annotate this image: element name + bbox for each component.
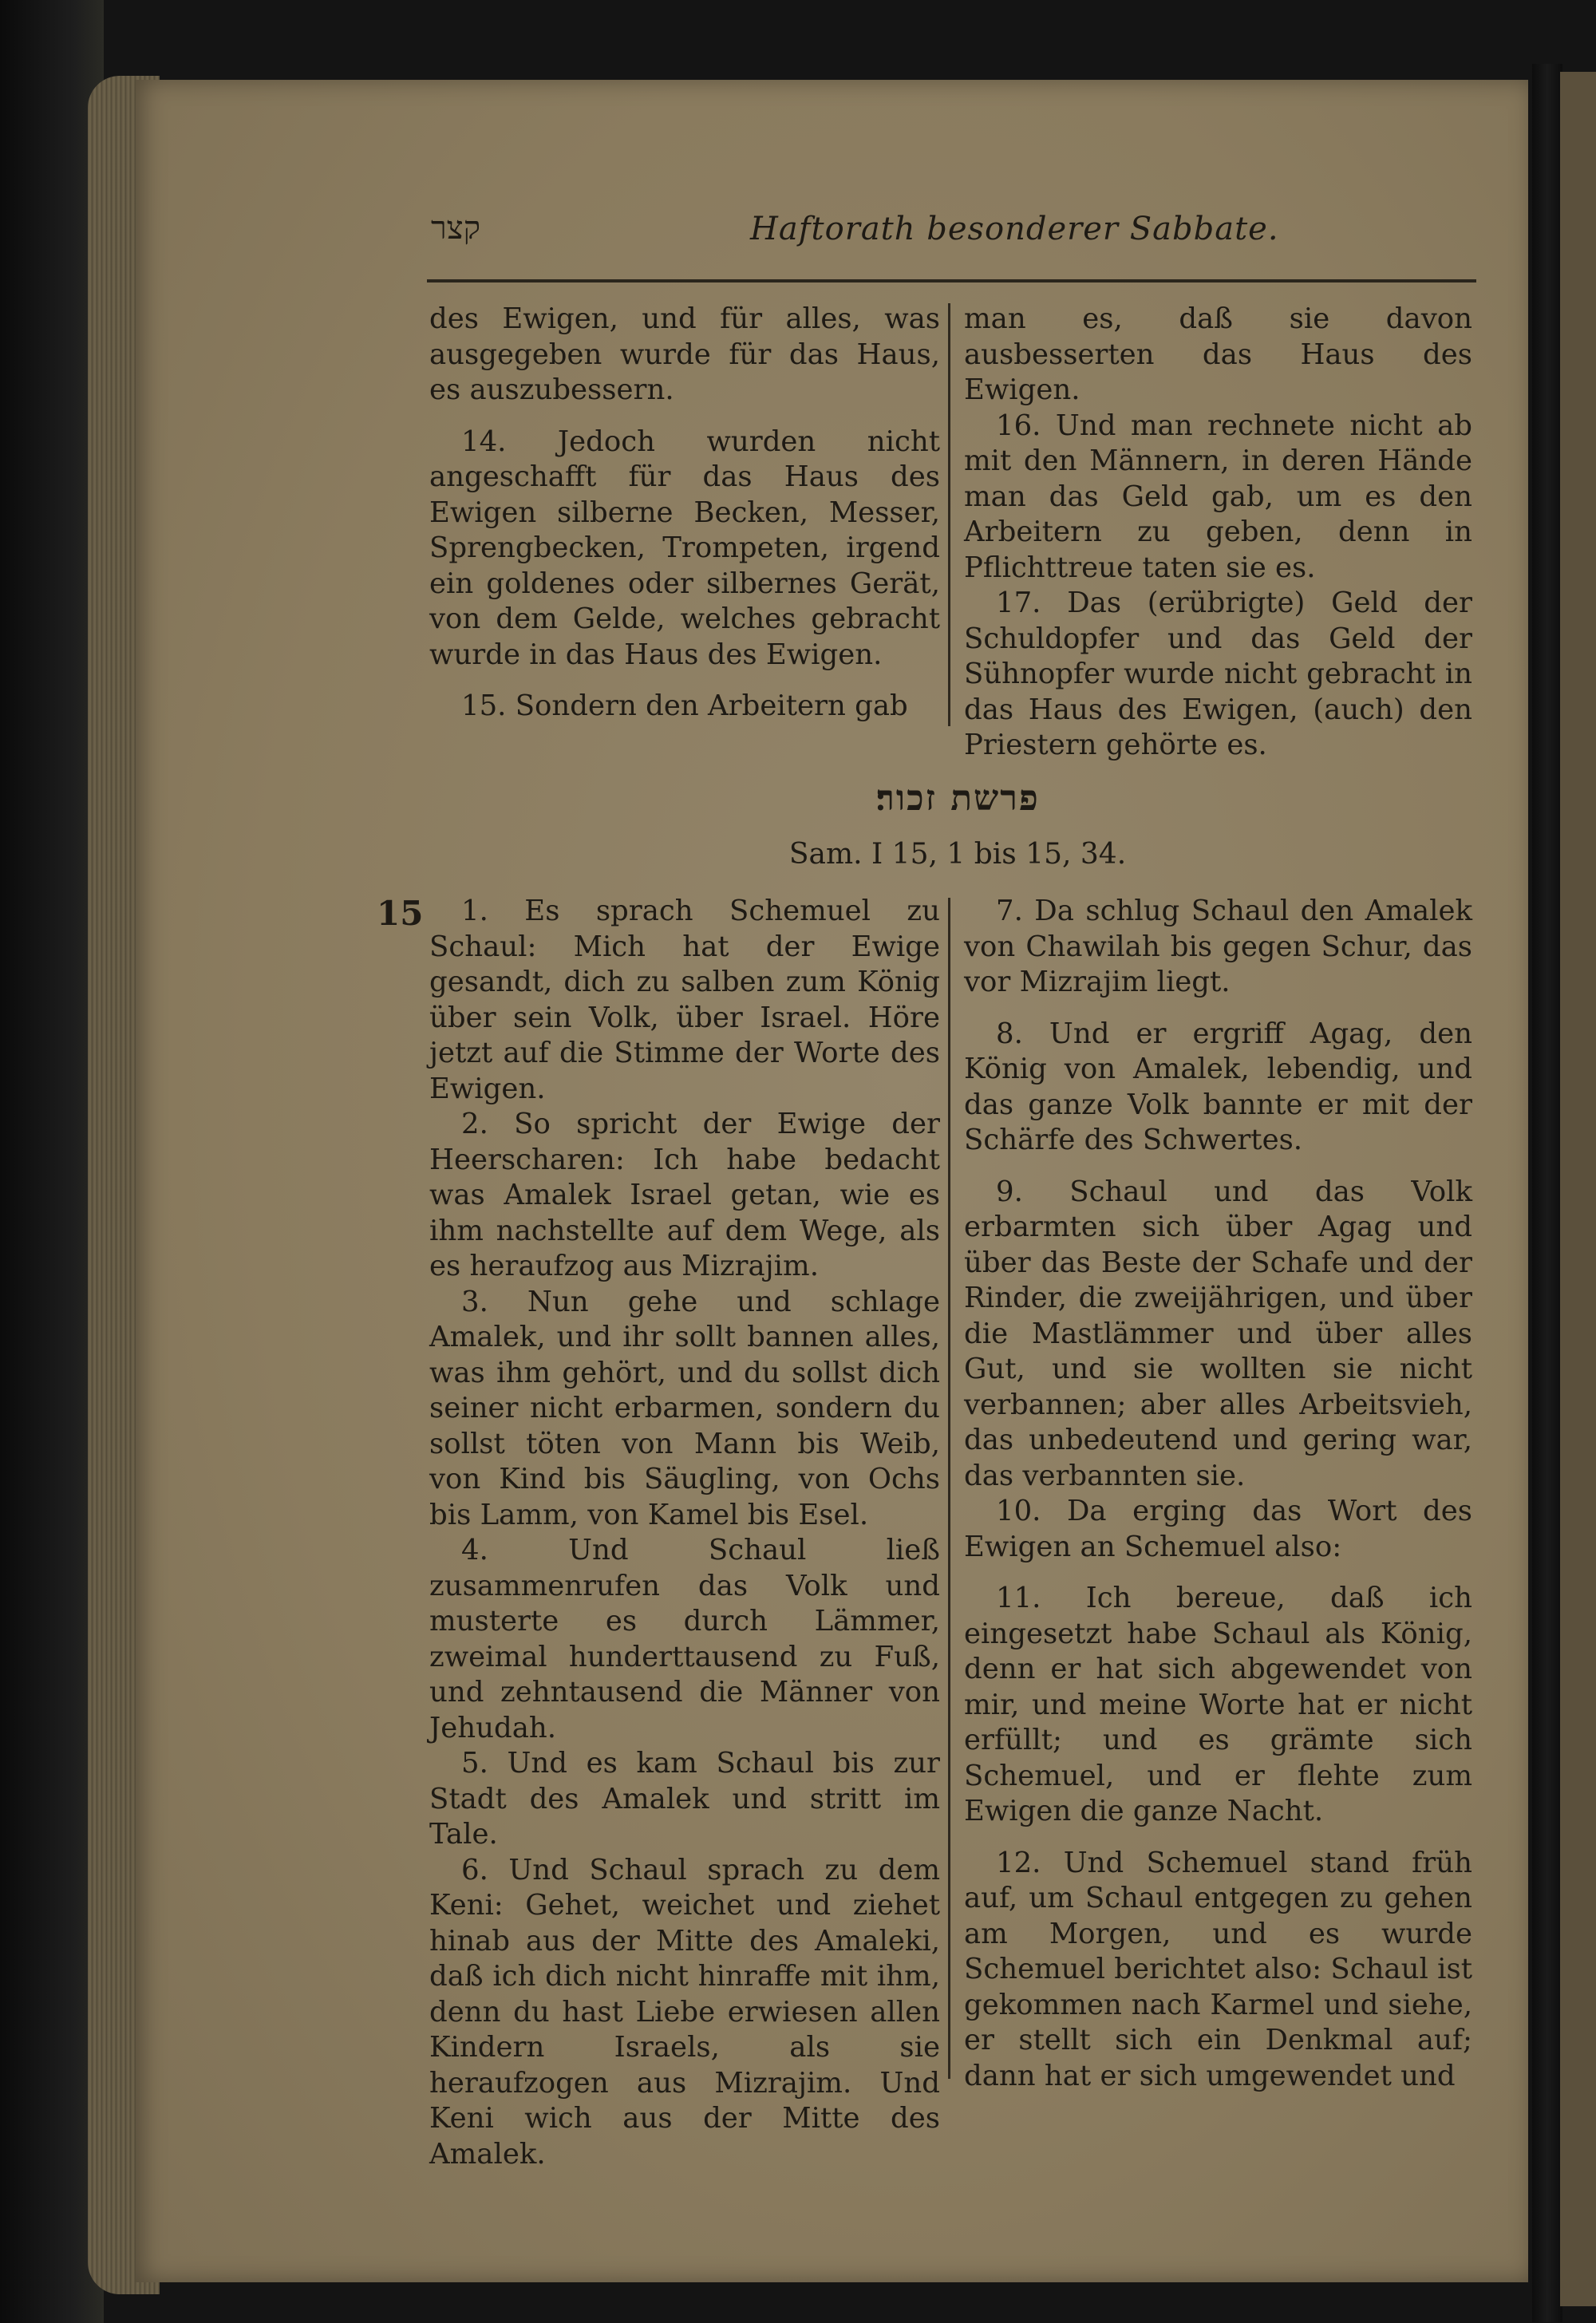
- verse-2: 2. So spricht der Ewige der Heerscharen: Ich habe bedacht was Amalek Israel getan, wie es ihm nachstellte auf dem Wege, als es heraufzog aus Mizrajim.: [429, 1108, 940, 1282]
- verse-10: 10. Da erging das Wort des Ewigen an Schemuel also:: [964, 1495, 1472, 1563]
- book-gutter: [1532, 64, 1562, 2322]
- chapter-number: 15: [377, 894, 424, 933]
- verse-5: 5. Und es kam Schaul bis zur Stadt des Amalek und stritt im Tale.: [429, 1747, 940, 1851]
- verse-14: 14. Jedoch wurden nicht angeschafft für das Haus des Ewigen silberne Becken, Messer, Sprengbecken, Trompeten, irgend ein goldenes oder silbernes Gerät, von dem Gelde, welches gebracht wurde in das Haus des Ewigen.: [429, 425, 940, 671]
- page-number: קצר: [431, 210, 481, 247]
- verse-4: 4. Und Schaul ließ zusammenrufen das Volk und musterte es durch Lämmer, zweimal hunderttausend zu Fuß, und zehntausend die Männer von Jehudah.: [429, 1534, 940, 1744]
- verse-1: 1. Es sprach Schemuel zu Schaul: Mich hat der Ewige gesandt, dich zu salben zum König über sein Volk, über Israel. Höre jetzt auf die Stimme der Worte des Ewigen.: [429, 895, 940, 1105]
- header-rule: [427, 279, 1476, 282]
- top-right-column: [964, 302, 1472, 764]
- verse-17: 17. Das (erübrigte) Geld der Schuldopfer und das Geld der Sühnopfer wurde nicht gebracht in das Haus des Ewigen, (auch) den Priestern gehörte es.: [964, 587, 1472, 761]
- verse-15-continuation: man es, daß sie davon ausbesserten das Haus des Ewigen.: [964, 302, 1472, 406]
- verse-8: 8. Und er ergriff Agag, den König von Amalek, lebendig, und das ganze Volk bannte er mit der Schärfe des Schwertes.: [964, 1017, 1472, 1156]
- verse-16: 16. Und man rechnete nicht ab mit den Männern, in deren Hände man das Geld gab, um es den Arbeitern zu geben, denn in Pflichttreue taten sie es.: [964, 409, 1472, 584]
- bottom-right-column: [964, 894, 1472, 2094]
- verse-7: 7. Da schlug Schaul den Amalek von Chawilah bis gegen Schur, das vor Mizrajim liegt.: [964, 895, 1472, 998]
- verse-3: 3. Nun gehe und schlage Amalek, und ihr sollt bannen alles, was ihm gehört, und du sollst dich seiner nicht erbarmen, sondern du sollst töten von Mann bis Weib, von Kind bis Säugling, von Ochs bis Lamm, von Kamel bis Esel.: [429, 1285, 940, 1531]
- verse-12: 12. Und Schemuel stand früh auf, um Schaul entgegen zu gehen am Morgen, und es wurde Schemuel berichtet also: Schaul ist gekommen nach Karmel und siehe, er stellt sich ein Denkmal auf; dann hat er sich umgewendet und: [964, 1846, 1472, 2092]
- facing-page-edge: [1560, 72, 1596, 2306]
- verse-6: 6. Und Schaul sprach zu dem Keni: Gehet, weichet und ziehet hinab aus der Mitte des Amaleki, daß ich dich nicht hinraffe mit ihm, denn du hast Liebe erwiesen allen Kindern Israels, als sie heraufzogen aus Mizrajim. Und Keni wich aus der Mitte des Amalek.: [429, 1853, 940, 2171]
- verse-9: 9. Schaul und das Volk erbarmten sich über Agag und über das Beste der Schafe und der Rinder, die zweijährigen, und über die Mastlämmer und über alles Gut, und sie wollten sie nicht verbannen; aber alles Arbeitsvieh, das unbedeutend und gering war, das verbannten sie.: [964, 1175, 1472, 1492]
- verse-11: 11. Ich bereue, daß ich eingesetzt habe Schaul als König, denn er hat sich abgewendet von mir, und meine Worte hat er nicht erfüllt; und es grämte sich Schemuel, und er flehte zum Ewigen die ganze Nacht.: [964, 1582, 1472, 1827]
- running-title: Haftorath besonderer Sabbate.: [750, 211, 1279, 247]
- parsha-title: פרשת זכור׃: [875, 778, 1040, 819]
- verse-15: 15. Sondern den Arbeitern gab: [461, 689, 908, 722]
- bottom-column-rule: [948, 898, 950, 2079]
- scripture-reference: Sam. I 15, 1 bis 15, 34.: [788, 838, 1127, 871]
- running-header: [295, 209, 1476, 257]
- verse-13-continuation: des Ewigen, und für alles, was ausgegeben wurde für das Haus, es auszubessern.: [429, 302, 940, 406]
- bottom-left-column: [429, 894, 940, 2172]
- top-column-rule: [948, 303, 950, 726]
- top-left-column: [429, 302, 940, 725]
